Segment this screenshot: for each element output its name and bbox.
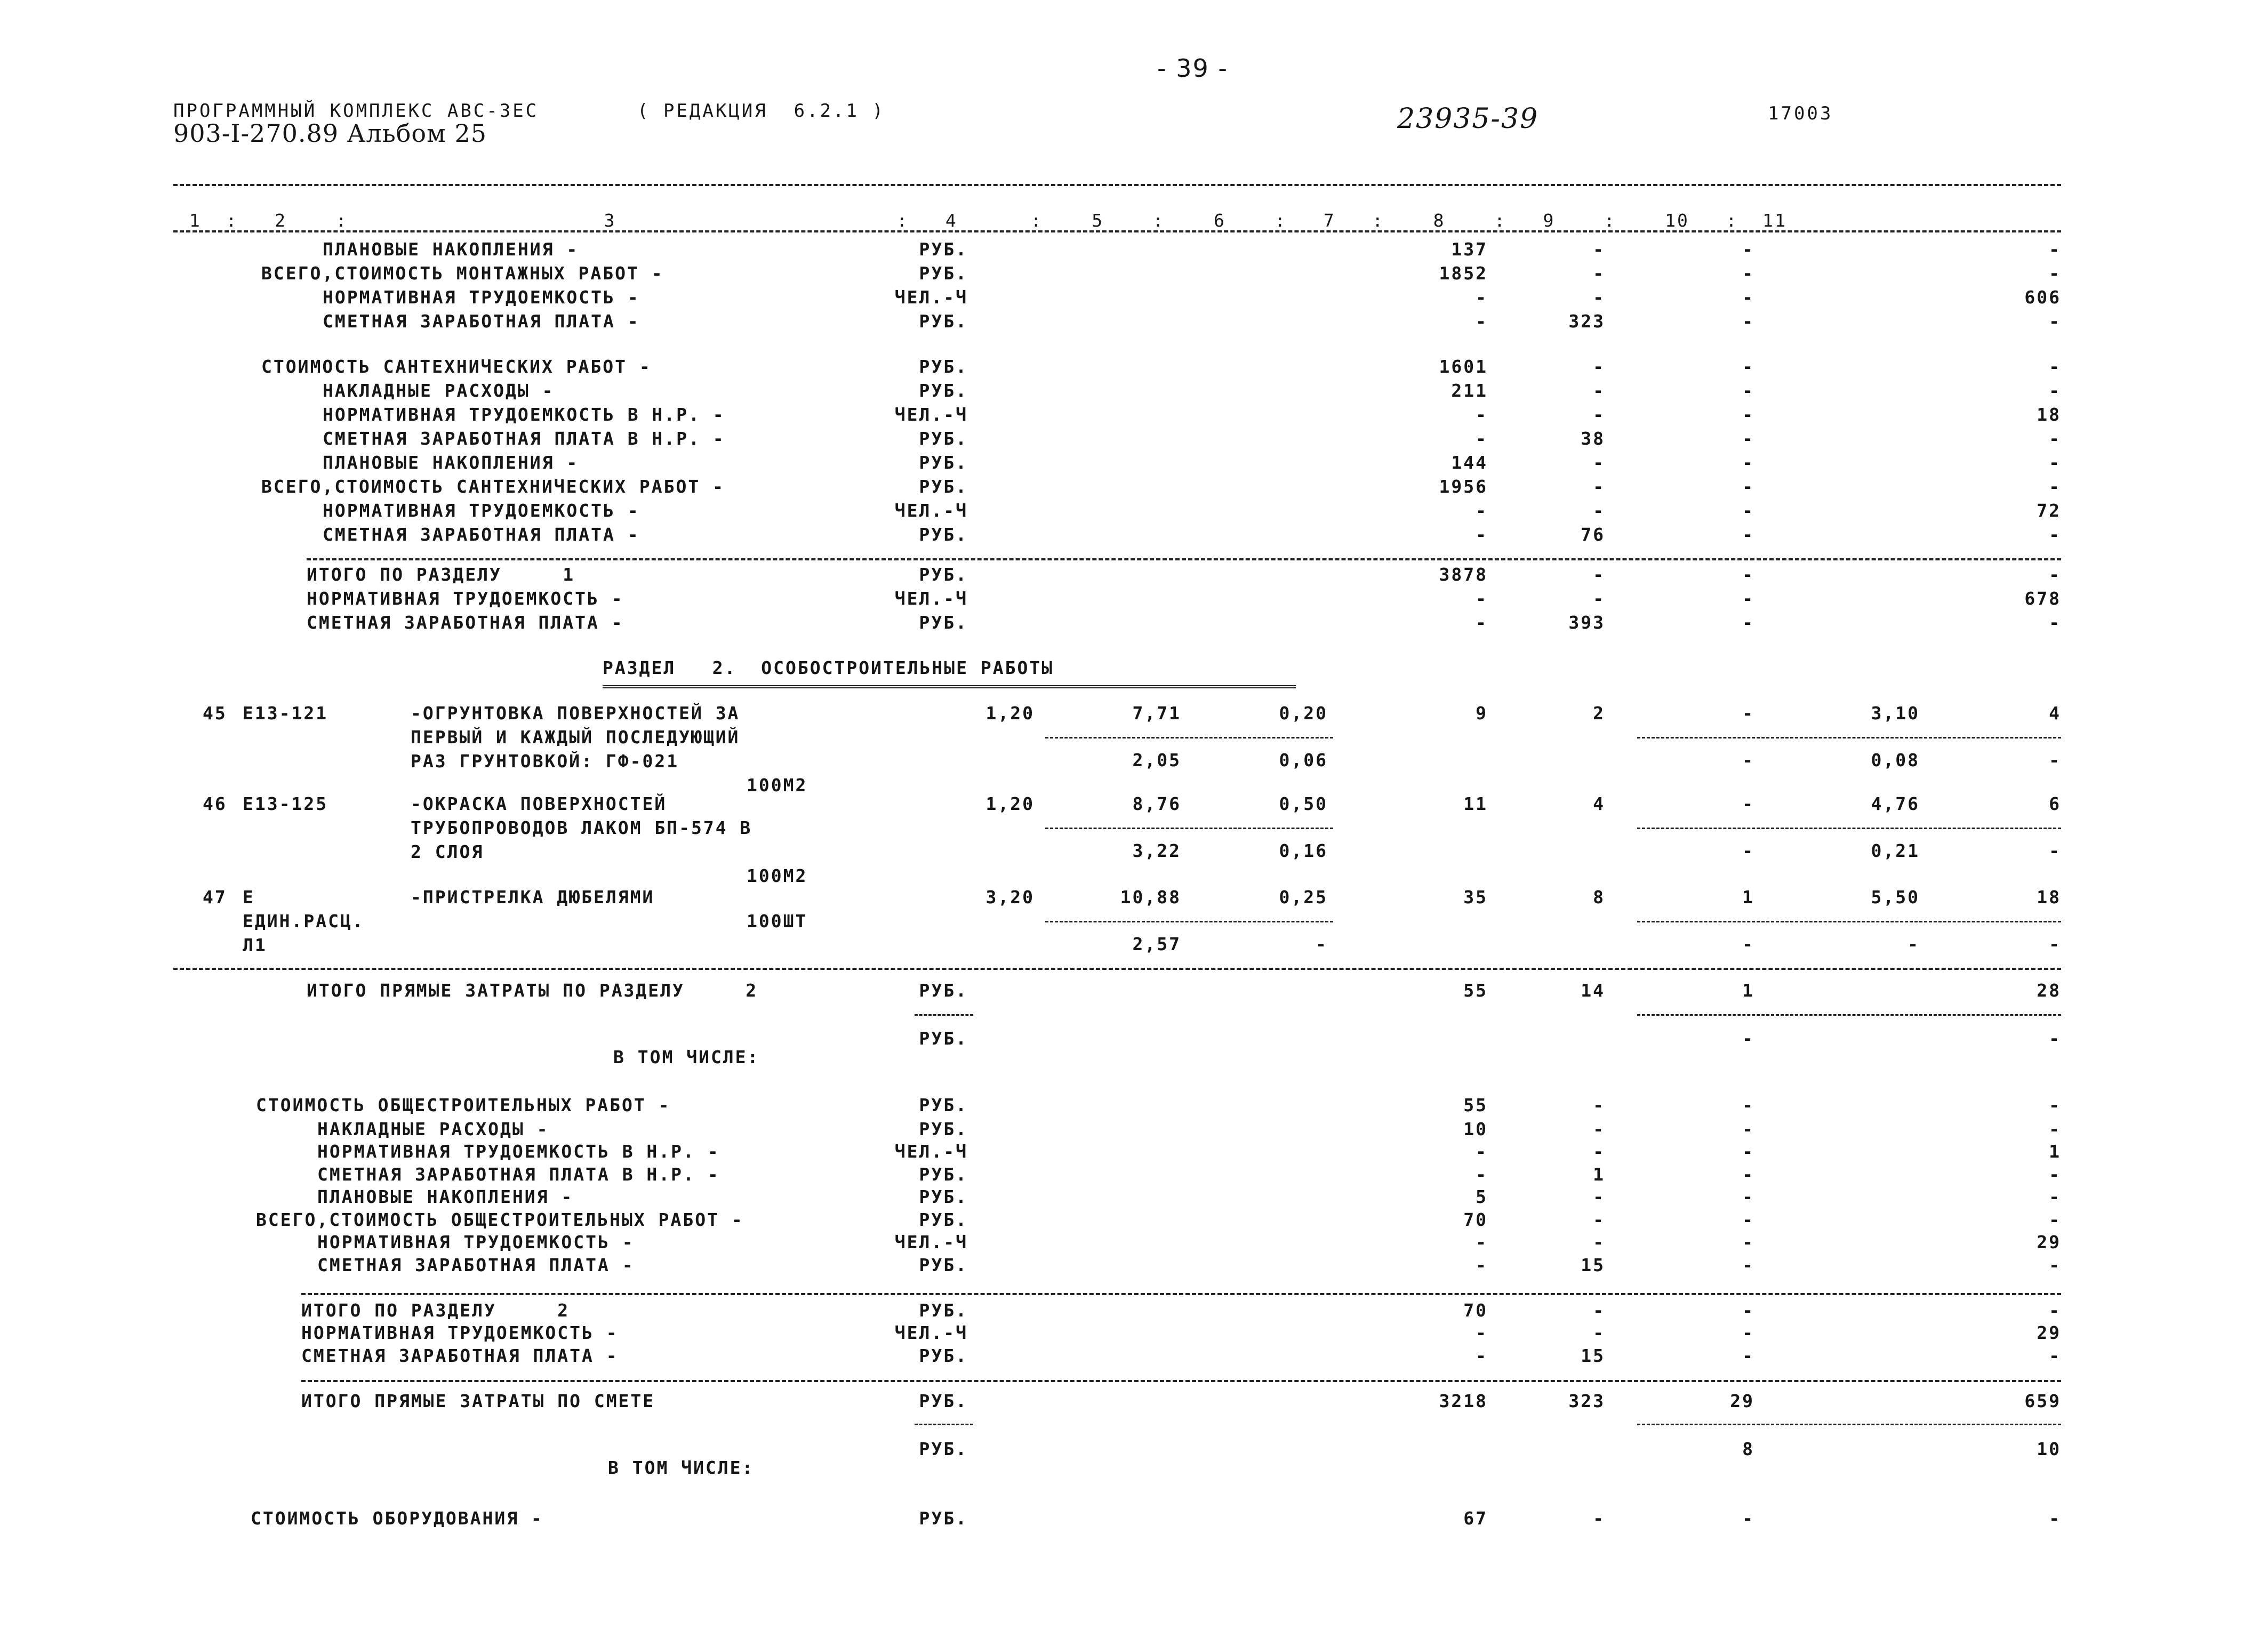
row-col8: -: [1593, 356, 1605, 377]
row2-col8: 1: [1593, 1164, 1605, 1185]
row-col9: -: [1742, 476, 1754, 497]
item-machines-2: -: [1742, 934, 1754, 954]
equipment-label: СТОИМОСТЬ ОБОРУДОВАНИЯ -: [251, 1508, 543, 1529]
item-description: 2 СЛОЯ: [411, 841, 484, 862]
row-unit: ЧЕЛ.-Ч: [894, 287, 968, 308]
row-col7: 211: [1451, 380, 1488, 401]
row-col7: -: [1476, 404, 1488, 425]
row-col11: -: [2049, 239, 2061, 260]
row-col8: -: [1593, 500, 1605, 521]
row-label: ВСЕГО,СТОИМОСТЬ МОНТАЖНЫХ РАБОТ -: [261, 263, 664, 284]
item-description: -ПРИСТРЕЛКА ДЮБЕЛЯМИ: [411, 887, 655, 908]
header-bottom-rule: [173, 230, 2061, 232]
item-total: 35: [1463, 887, 1488, 908]
equipment-col7: 67: [1463, 1508, 1488, 1529]
row2-col7: -: [1476, 1255, 1488, 1275]
row2-col8: -: [1593, 1141, 1605, 1162]
total-col7: 3218: [1439, 1391, 1488, 1411]
row-label: СМЕТНАЯ ЗАРАБОТНАЯ ПЛАТА -: [323, 524, 640, 545]
row-col11: 678: [2024, 588, 2061, 609]
row2-col7: -: [1476, 1345, 1488, 1366]
item-code: Е: [243, 887, 255, 908]
row-col9: -: [1742, 311, 1754, 332]
document-number: 23935-39: [1397, 103, 1539, 135]
row-col7: 144: [1451, 452, 1488, 473]
revision-label: ( РЕДАКЦИЯ 6.2.1 ): [637, 100, 885, 122]
item-machines-2: -: [1742, 840, 1754, 861]
row-col8: -: [1593, 239, 1605, 260]
row2-label: СМЕТНАЯ ЗАРАБОТНАЯ ПЛАТА В Н.Р. -: [317, 1164, 720, 1185]
item-labour-unit: 5,50: [1871, 887, 1920, 908]
row2-col7: -: [1476, 1164, 1488, 1185]
item-split-rule: [1045, 737, 1333, 738]
row-label: ПЛАНОВЫЕ НАКОПЛЕНИЯ -: [323, 239, 579, 260]
row-col9: -: [1742, 564, 1754, 585]
item-labour-total-2: -: [2049, 750, 2061, 770]
row2-col7: 5: [1476, 1186, 1488, 1207]
header-top-rule: [173, 184, 2061, 186]
item-wages: 8: [1593, 887, 1605, 908]
row-col7: -: [1476, 612, 1488, 633]
row-label: СТОИМОСТЬ САНТЕХНИЧЕСКИХ РАБОТ -: [261, 356, 652, 377]
row-label: НОРМАТИВНАЯ ТРУДОЕМКОСТЬ -: [323, 287, 640, 308]
row2-unit: ЧЕЛ.-Ч: [894, 1141, 968, 1162]
row2-col7: 10: [1463, 1119, 1488, 1139]
item-number: 45: [203, 703, 227, 724]
item-labour-unit-2: -: [1908, 934, 1920, 954]
row-col7: -: [1476, 524, 1488, 545]
row2-unit: РУБ.: [919, 1345, 968, 1366]
total-col11: 659: [2024, 1391, 2061, 1411]
direct-total-rule: [301, 1380, 2061, 1382]
row-label: НАКЛАДНЫЕ РАСХОДЫ -: [323, 380, 555, 401]
row2-unit: ЧЕЛ.-Ч: [894, 1322, 968, 1343]
row-col11: -: [2049, 524, 2061, 545]
row-col8: 393: [1568, 612, 1605, 633]
row2-col8: -: [1593, 1095, 1605, 1115]
row-col11: 606: [2024, 287, 2061, 308]
row-unit: ЧЕЛ.-Ч: [894, 404, 968, 425]
item-unit: 100М2: [747, 775, 808, 796]
item-labour-unit-2: 0,21: [1871, 840, 1920, 861]
direct-col11-2: -: [2049, 1028, 2061, 1049]
row-label: НОРМАТИВНАЯ ТРУДОЕМКОСТЬ -: [307, 588, 624, 609]
row-col8: -: [1593, 476, 1605, 497]
item-total: 9: [1476, 703, 1488, 724]
row2-col8: -: [1593, 1119, 1605, 1139]
row2-col11: 29: [2037, 1322, 2061, 1343]
item-split-rule-right: [1637, 828, 2061, 829]
row2-unit: РУБ.: [919, 1209, 968, 1230]
equipment-col9: -: [1742, 1508, 1754, 1529]
row-col11: -: [2049, 452, 2061, 473]
item-wage-price-2: 0,06: [1279, 750, 1328, 770]
row-unit: РУБ.: [919, 263, 968, 284]
item-description: -ОКРАСКА ПОВЕРХНОСТЕЙ: [411, 793, 667, 814]
total-unit-rule: [915, 1424, 973, 1425]
row2-label: СМЕТНАЯ ЗАРАБОТНАЯ ПЛАТА -: [301, 1345, 619, 1366]
row-col9: -: [1742, 263, 1754, 284]
item-wage-price: 0,25: [1279, 887, 1328, 908]
direct-unit-rule: [915, 1014, 973, 1016]
item-unit: 100М2: [747, 865, 808, 886]
row-col8: 38: [1581, 428, 1605, 449]
items-bottom-rule: [173, 968, 2061, 970]
item-wages: 4: [1593, 793, 1605, 814]
row-unit: РУБ.: [919, 239, 968, 260]
row-col9: -: [1742, 524, 1754, 545]
row2-col9: -: [1742, 1119, 1754, 1139]
row-col9: -: [1742, 500, 1754, 521]
row-col9: -: [1742, 612, 1754, 633]
row-col11: 72: [2037, 500, 2061, 521]
item-labour-total-2: -: [2049, 934, 2061, 954]
direct-label: ИТОГО ПРЯМЫЕ ЗАТРАТЫ ПО РАЗДЕЛУ 2: [307, 980, 758, 1001]
row2-col9: -: [1742, 1345, 1754, 1366]
row2-unit: РУБ.: [919, 1186, 968, 1207]
row-unit: РУБ.: [919, 428, 968, 449]
item-machines-2: -: [1742, 750, 1754, 770]
item-description: РАЗ ГРУНТОВКОЙ: ГФ-021: [411, 751, 679, 772]
section1-total-rule: [307, 558, 2061, 560]
row2-col8: 15: [1581, 1255, 1605, 1275]
item-split-rule: [1045, 828, 1333, 829]
row2-col9: -: [1742, 1186, 1754, 1207]
program-name: ПРОГРАММНЫЙ КОМПЛЕКС АВС-3ЕС: [173, 100, 539, 122]
total-col9-2: 8: [1742, 1439, 1754, 1459]
row-unit: РУБ.: [919, 356, 968, 377]
item-code-line3: Л1: [243, 935, 267, 956]
total-col11-2: 10: [2037, 1439, 2061, 1459]
item-wage-price-2: -: [1316, 934, 1328, 954]
row2-unit: РУБ.: [919, 1119, 968, 1139]
item-number: 46: [203, 793, 227, 814]
total-label: ИТОГО ПРЯМЫЕ ЗАТРАТЫ ПО СМЕТЕ: [301, 1391, 655, 1411]
row-label: ИТОГО ПО РАЗДЕЛУ 1: [307, 564, 575, 585]
row2-col9: -: [1742, 1095, 1754, 1115]
item-labour-total: 4: [2049, 703, 2061, 724]
row-col11: -: [2049, 564, 2061, 585]
row2-col7: -: [1476, 1322, 1488, 1343]
equipment-unit: РУБ.: [919, 1508, 968, 1529]
row-col9: -: [1742, 404, 1754, 425]
row2-col11: 1: [2049, 1141, 2061, 1162]
row-label: ВСЕГО,СТОИМОСТЬ САНТЕХНИЧЕСКИХ РАБОТ -: [261, 476, 725, 497]
direct-col11: 28: [2037, 980, 2061, 1001]
item-labour-unit: 3,10: [1871, 703, 1920, 724]
row-col11: -: [2049, 311, 2061, 332]
row-col9: -: [1742, 588, 1754, 609]
item-labour-total: 6: [2049, 793, 2061, 814]
row-col7: -: [1476, 428, 1488, 449]
row2-col9: -: [1742, 1255, 1754, 1275]
row-col11: 18: [2037, 404, 2061, 425]
including-label-2: В ТОМ ЧИСЛЕ:: [608, 1457, 755, 1478]
item-quantity: 3,20: [985, 887, 1035, 908]
item-unit-price-2: 2,05: [1132, 750, 1181, 770]
row2-col9: -: [1742, 1300, 1754, 1321]
row2-col9: -: [1742, 1232, 1754, 1252]
item-code-line2: ЕДИН.РАСЦ.: [243, 911, 365, 932]
column-number-row: 1 : 2 : 3 : 4 : 5 : 6 : 7 : 8 : 9 : 10 : 11: [189, 210, 1787, 231]
row2-col9: -: [1742, 1141, 1754, 1162]
row-col11: -: [2049, 380, 2061, 401]
row2-col8: -: [1593, 1232, 1605, 1252]
row2-col8: -: [1593, 1209, 1605, 1230]
row-col9: -: [1742, 452, 1754, 473]
row2-col11: 29: [2037, 1232, 2061, 1252]
row2-col9: -: [1742, 1164, 1754, 1185]
item-description: -ОГРУНТОВКА ПОВЕРХНОСТЕЙ ЗА: [411, 703, 740, 724]
row2-label: ВСЕГО,СТОИМОСТЬ ОБЩЕСТРОИТЕЛЬНЫХ РАБОТ -: [256, 1209, 744, 1230]
item-description: ПЕРВЫЙ И КАЖДЫЙ ПОСЛЕДУЮЩИЙ: [411, 727, 740, 748]
row-label: СМЕТНАЯ ЗАРАБОТНАЯ ПЛАТА -: [323, 311, 640, 332]
row-label: СМЕТНАЯ ЗАРАБОТНАЯ ПЛАТА В Н.Р. -: [323, 428, 725, 449]
row-col7: 1601: [1439, 356, 1488, 377]
row-col7: -: [1476, 287, 1488, 308]
row2-unit: РУБ.: [919, 1095, 968, 1115]
row-col9: -: [1742, 380, 1754, 401]
including-label: В ТОМ ЧИСЛЕ:: [613, 1047, 760, 1067]
item-labour-total: 18: [2037, 887, 2061, 908]
row-col7: -: [1476, 500, 1488, 521]
direct-col8: 14: [1581, 980, 1605, 1001]
item-labour-unit: 4,76: [1871, 793, 1920, 814]
row2-unit: ЧЕЛ.-Ч: [894, 1232, 968, 1252]
row2-unit: РУБ.: [919, 1300, 968, 1321]
row-col7: 1852: [1439, 263, 1488, 284]
row2-col8: 15: [1581, 1345, 1605, 1366]
row-col7: -: [1476, 588, 1488, 609]
row-col7: 3878: [1439, 564, 1488, 585]
row-unit: ЧЕЛ.-Ч: [894, 588, 968, 609]
row2-label: НОРМАТИВНАЯ ТРУДОЕМКОСТЬ -: [301, 1322, 619, 1343]
direct-col9-2: -: [1742, 1028, 1754, 1049]
item-labour-unit-2: 0,08: [1871, 750, 1920, 770]
row2-col11: -: [2049, 1345, 2061, 1366]
row2-col11: -: [2049, 1300, 2061, 1321]
row-unit: РУБ.: [919, 612, 968, 633]
equipment-col8: -: [1593, 1508, 1605, 1529]
item-description: ТРУБОПРОВОДОВ ЛАКОМ БП-574 В: [411, 817, 752, 838]
row-unit: ЧЕЛ.-Ч: [894, 500, 968, 521]
row-label: СМЕТНАЯ ЗАРАБОТНАЯ ПЛАТА -: [307, 612, 624, 633]
row-col8: -: [1593, 380, 1605, 401]
row-col9: -: [1742, 356, 1754, 377]
row-col8: -: [1593, 287, 1605, 308]
row-col8: -: [1593, 588, 1605, 609]
row-col9: -: [1742, 428, 1754, 449]
item-unit-price: 8,76: [1132, 793, 1181, 814]
page-number: - 39 -: [1157, 54, 1228, 83]
item-code: Е13-121: [243, 703, 328, 724]
direct-col7: 55: [1463, 980, 1488, 1001]
album-label: 903-I-270.89 Альбом 25: [173, 119, 487, 148]
row-col11: -: [2049, 263, 2061, 284]
document-code: 17003: [1768, 103, 1833, 124]
direct-col9: 1: [1742, 980, 1754, 1001]
item-machines: -: [1742, 793, 1754, 814]
row2-col11: -: [2049, 1186, 2061, 1207]
row2-col8: -: [1593, 1322, 1605, 1343]
item-total: 11: [1463, 793, 1488, 814]
item-code: Е13-125: [243, 793, 328, 814]
item-machines: -: [1742, 703, 1754, 724]
row-col9: -: [1742, 287, 1754, 308]
row-unit: РУБ.: [919, 564, 968, 585]
row2-col7: 55: [1463, 1095, 1488, 1115]
row-label: ПЛАНОВЫЕ НАКОПЛЕНИЯ -: [323, 452, 579, 473]
item-unit-price: 10,88: [1120, 887, 1181, 908]
row-label: НОРМАТИВНАЯ ТРУДОЕМКОСТЬ В Н.Р. -: [323, 404, 725, 425]
row2-col11: -: [2049, 1255, 2061, 1275]
row2-col11: -: [2049, 1164, 2061, 1185]
equipment-col11: -: [2049, 1508, 2061, 1529]
row-col8: -: [1593, 452, 1605, 473]
row-col8: -: [1593, 404, 1605, 425]
row-unit: РУБ.: [919, 452, 968, 473]
row2-col7: 70: [1463, 1300, 1488, 1321]
row2-label: НОРМАТИВНАЯ ТРУДОЕМКОСТЬ -: [317, 1232, 635, 1252]
row2-col11: -: [2049, 1119, 2061, 1139]
row-col11: -: [2049, 612, 2061, 633]
row2-label: ПЛАНОВЫЕ НАКОПЛЕНИЯ -: [317, 1186, 574, 1207]
row2-label: СМЕТНАЯ ЗАРАБОТНАЯ ПЛАТА -: [317, 1255, 635, 1275]
row-col8: -: [1593, 263, 1605, 284]
row2-col8: -: [1593, 1300, 1605, 1321]
item-wage-price-2: 0,16: [1279, 840, 1328, 861]
row2-col11: -: [2049, 1209, 2061, 1230]
row2-label: НОРМАТИВНАЯ ТРУДОЕМКОСТЬ В Н.Р. -: [317, 1141, 720, 1162]
row-col11: -: [2049, 428, 2061, 449]
row2-col9: -: [1742, 1322, 1754, 1343]
row2-col9: -: [1742, 1209, 1754, 1230]
row-unit: РУБ.: [919, 380, 968, 401]
item-quantity: 1,20: [985, 793, 1035, 814]
row-col7: 137: [1451, 239, 1488, 260]
row2-col7: -: [1476, 1141, 1488, 1162]
direct-unit-2: РУБ.: [919, 1028, 968, 1049]
item-split-rule-right: [1637, 737, 2061, 738]
row-col11: -: [2049, 476, 2061, 497]
row2-label: СТОИМОСТЬ ОБЩЕСТРОИТЕЛЬНЫХ РАБОТ -: [256, 1095, 671, 1115]
row2-label: НАКЛАДНЫЕ РАСХОДЫ -: [317, 1119, 549, 1139]
section2-title-underline: [603, 685, 1296, 688]
item-quantity: 1,20: [985, 703, 1035, 724]
row-col8: 323: [1568, 311, 1605, 332]
row2-col8: -: [1593, 1186, 1605, 1207]
row-unit: РУБ.: [919, 476, 968, 497]
row-unit: РУБ.: [919, 524, 968, 545]
section2-total-rule: [301, 1293, 2061, 1295]
row2-col11: -: [2049, 1095, 2061, 1115]
section2-title: РАЗДЕЛ 2. ОСОБОСТРОИТЕЛЬНЫЕ РАБОТЫ: [603, 657, 1054, 678]
row2-unit: РУБ.: [919, 1164, 968, 1185]
total-col8: 323: [1568, 1391, 1605, 1411]
item-split-rule: [1045, 921, 1333, 922]
row2-unit: РУБ.: [919, 1255, 968, 1275]
item-machines: 1: [1742, 887, 1754, 908]
total-col9: 29: [1730, 1391, 1754, 1411]
total-split-rule: [1637, 1424, 2061, 1425]
row-col11: -: [2049, 356, 2061, 377]
row-col7: -: [1476, 311, 1488, 332]
item-wage-price: 0,20: [1279, 703, 1328, 724]
item-unit-price: 7,71: [1132, 703, 1181, 724]
item-wage-price: 0,50: [1279, 793, 1328, 814]
item-labour-total-2: -: [2049, 840, 2061, 861]
row2-col7: -: [1476, 1232, 1488, 1252]
row-col8: 76: [1581, 524, 1605, 545]
row-unit: РУБ.: [919, 311, 968, 332]
total-unit-2: РУБ.: [919, 1439, 968, 1459]
row-col7: 1956: [1439, 476, 1488, 497]
item-number: 47: [203, 887, 227, 908]
row2-col7: 70: [1463, 1209, 1488, 1230]
direct-split-rule: [1637, 1014, 2061, 1016]
item-unit-price-2: 2,57: [1132, 934, 1181, 954]
item-split-rule-right: [1637, 921, 2061, 922]
item-unit-price-2: 3,22: [1132, 840, 1181, 861]
direct-unit: РУБ.: [919, 980, 968, 1001]
row-label: НОРМАТИВНАЯ ТРУДОЕМКОСТЬ -: [323, 500, 640, 521]
row-col8: -: [1593, 564, 1605, 585]
row2-label: ИТОГО ПО РАЗДЕЛУ 2: [301, 1300, 570, 1321]
row-col9: -: [1742, 239, 1754, 260]
item-unit: 100ШТ: [747, 911, 808, 932]
item-wages: 2: [1593, 703, 1605, 724]
total-unit: РУБ.: [919, 1391, 968, 1411]
